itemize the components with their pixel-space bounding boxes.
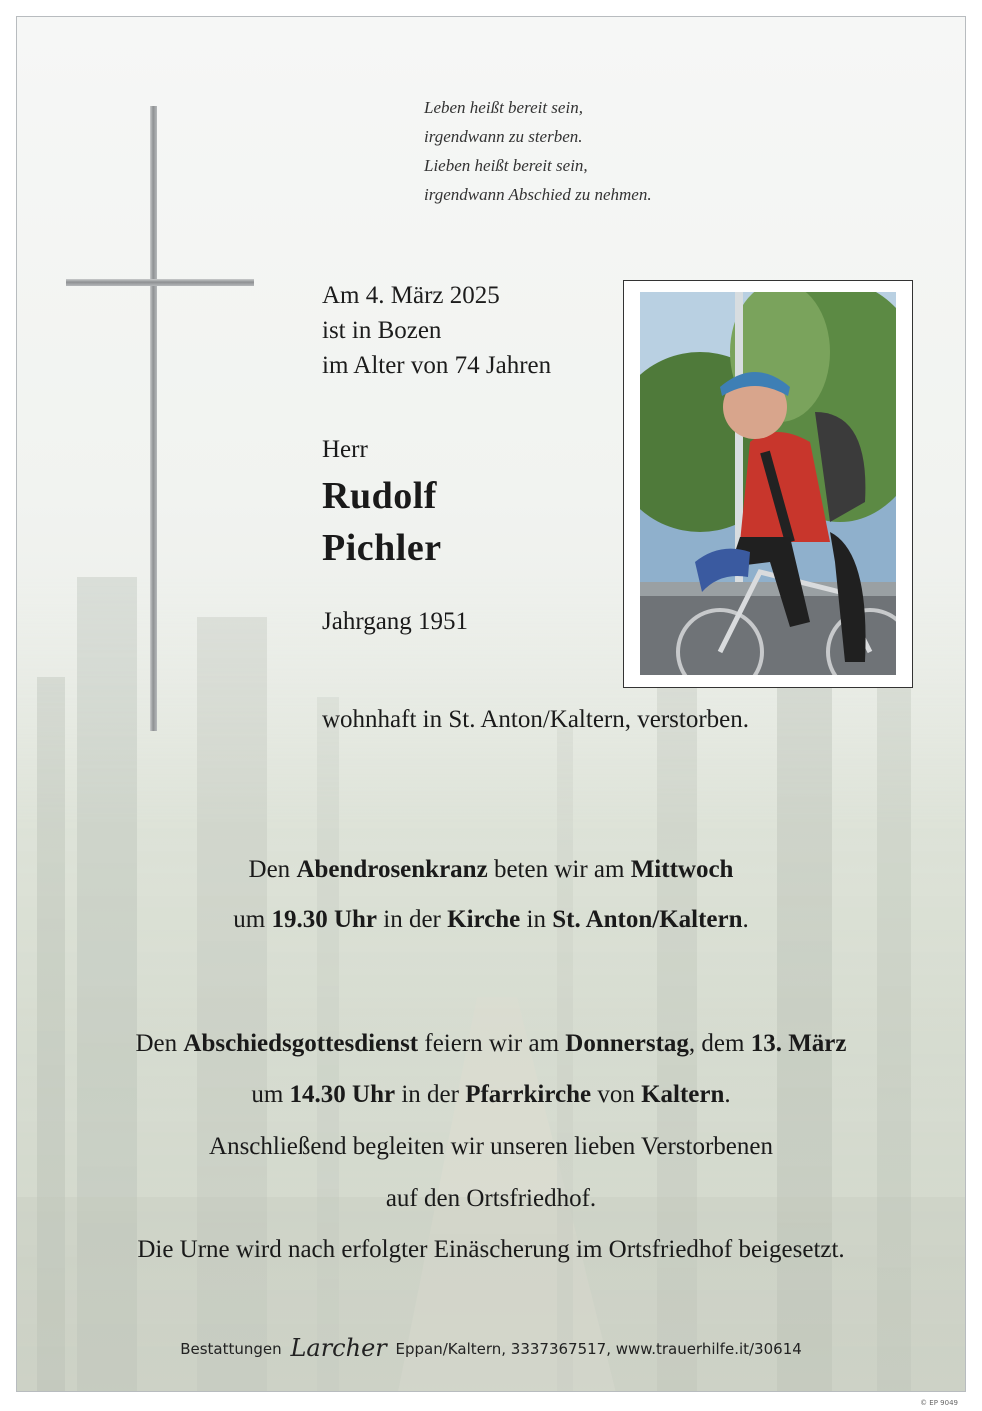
text-segment: in der	[377, 906, 448, 933]
funeral-line-2	[0, 1081, 982, 1109]
text-segment: feiern wir am	[418, 1030, 566, 1057]
text-segment: 14.30 Uhr	[289, 1081, 396, 1108]
poem-line: Lieben heißt bereit sein,	[424, 156, 588, 175]
first-name: Rudolf	[322, 475, 437, 517]
funeral-line-1	[0, 1030, 982, 1058]
print-code: © EP 9049	[920, 1399, 958, 1407]
cross-vertical-beam	[150, 106, 157, 731]
poem-line: irgendwann Abschied zu nehmen.	[424, 185, 652, 204]
text-segment: um	[251, 1081, 290, 1108]
text-segment: Den	[135, 1030, 184, 1057]
text-segment: .	[742, 906, 749, 933]
text-segment: um	[233, 906, 272, 933]
poem-line: irgendwann zu sterben.	[424, 127, 583, 146]
portrait-photo	[640, 292, 896, 675]
salutation: Herr	[322, 436, 368, 463]
forest-background	[17, 577, 965, 1392]
text-segment: Den	[248, 856, 297, 883]
text-segment: in	[520, 906, 553, 933]
footer-prefix: Bestattungen	[180, 1340, 282, 1358]
text-segment: .	[724, 1081, 731, 1108]
text-segment: , dem	[688, 1030, 751, 1057]
deceased-name	[322, 470, 442, 574]
text-segment: in der	[395, 1081, 466, 1108]
text-segment: 19.30 Uhr	[271, 906, 377, 933]
text-segment: Pfarrkirche	[465, 1081, 592, 1108]
death-notice-intro	[322, 278, 551, 383]
funeral-line-4: auf den Ortsfriedhof.	[385, 1185, 597, 1212]
text-segment: Abschiedsgottesdienst	[183, 1030, 419, 1057]
rosary-line-1	[0, 856, 982, 884]
rosary-line-2	[0, 906, 982, 934]
text-segment: Abendrosenkranz	[296, 856, 488, 883]
text-segment: Kaltern	[641, 1081, 725, 1108]
funeral-home-footer	[0, 1334, 982, 1362]
poem	[424, 93, 652, 209]
footer-contact: Eppan/Kaltern, 3337367517, www.trauerhilfe.it/30614	[395, 1340, 802, 1358]
text-segment: von	[591, 1081, 642, 1108]
date-line: Am 4. März 2025	[322, 282, 500, 309]
text-segment: Mittwoch	[630, 856, 734, 883]
text-segment: Donnerstag	[565, 1030, 689, 1057]
funeral-home-logo: Larcher	[290, 1334, 387, 1362]
funeral-line-5: Die Urne wird nach erfolgter Einäscherung im Ortsfriedhof beigesetzt.	[137, 1236, 845, 1263]
funeral-line-3: Anschließend begleiten wir unseren lieben Verstorbenen	[209, 1133, 773, 1160]
text-segment: Kirche	[447, 906, 521, 933]
residence-line: wohnhaft in St. Anton/Kaltern, verstorben.	[322, 706, 750, 733]
birth-year: Jahrgang 1951	[322, 608, 469, 635]
cross-horizontal-beam	[66, 279, 254, 286]
poem-line: Leben heißt bereit sein,	[424, 98, 583, 117]
text-segment: St. Anton/Kaltern	[552, 906, 743, 933]
last-name: Pichler	[322, 527, 442, 569]
text-segment: beten wir am	[487, 856, 631, 883]
place-line: ist in Bozen	[322, 317, 442, 344]
text-segment: 13. März	[750, 1030, 847, 1057]
age-line: im Alter von 74 Jahren	[322, 352, 552, 379]
